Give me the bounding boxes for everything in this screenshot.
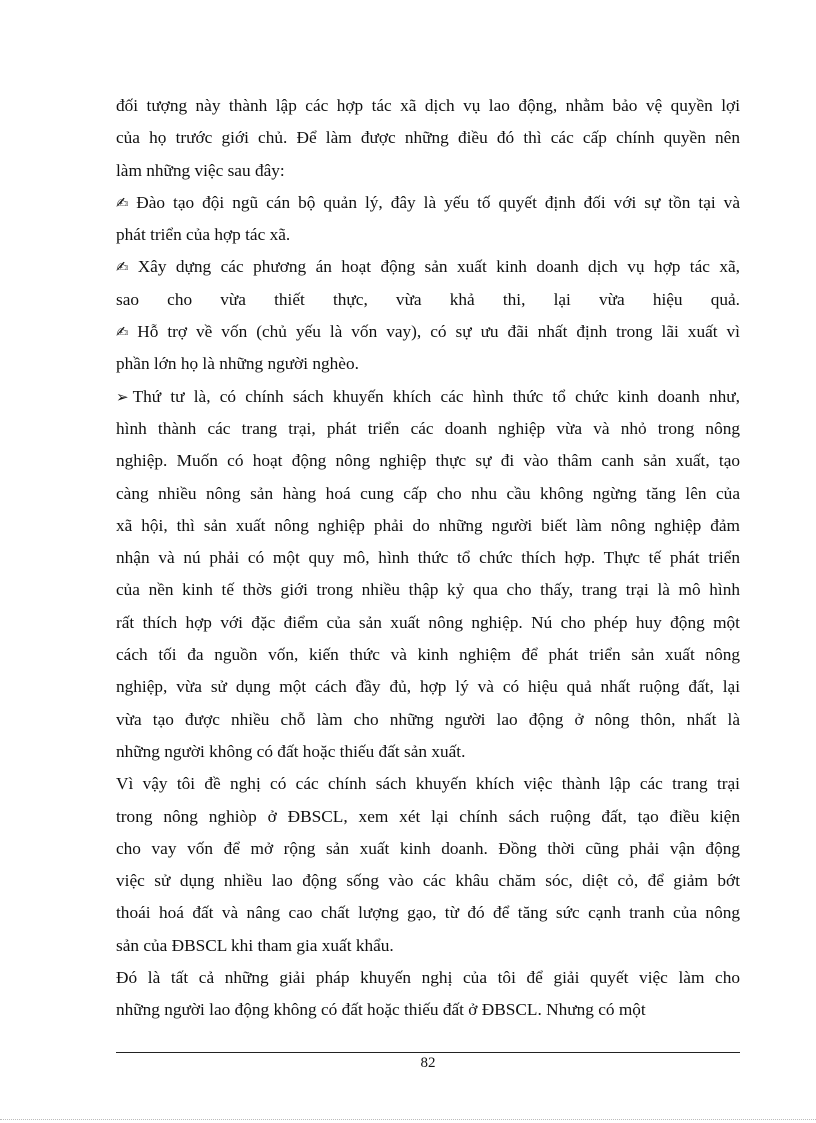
bullet-line	[116, 251, 740, 283]
arrow-bullet-icon: ➢	[116, 387, 129, 406]
text-line: nghiệp, vừa sử dụng một cách đầy đủ, hợp lý và có hiệu quả nhất ruộng đất, lại	[116, 677, 740, 697]
text-line: Thứ tư là, có chính sách khuyến khích các hình thức tổ chức kinh doanh như,	[132, 386, 740, 406]
text-line: Hỗ trợ về vốn (chủ yếu là vốn vay), có sự ưu đãi nhất định trong lãi xuất vì	[137, 322, 740, 342]
text-line: những người lao động không có đất hoặc thiếu đất ở ĐBSCL. Nhưng có một	[116, 1000, 646, 1020]
text-line: làm những việc sau đây:	[116, 160, 285, 180]
text-line: của nền kinh tế thờs giới trong nhiều thập kỷ qua cho thấy, trang trại là mô hình	[116, 580, 740, 600]
text-line: những người không có đất hoặc thiếu đất sản xuất.	[116, 741, 466, 761]
arrow-line	[116, 381, 740, 413]
text-line: cách tối đa nguồn vốn, kiến thức và kinh nghiệm để phát triển sản xuất nông	[116, 645, 740, 665]
text-line: nhận và nú phải có một quy mô, hình thức tổ chức thích hợp. Thực tế phát triển	[116, 548, 740, 568]
text-line: việc sử dụng nhiều lao động sống vào các khâu chăm sóc, diệt cỏ, để giảm bớt	[116, 871, 740, 891]
text-line: Đó là tất cả những giải pháp khuyến nghị của tôi để giải quyết việc làm cho	[116, 968, 740, 988]
text-line: sản của ĐBSCL khi tham gia xuất khẩu.	[116, 935, 394, 955]
text-line: Vì vậy tôi đề nghị có các chính sách khuyến khích việc thành lập các trang trại	[116, 774, 740, 794]
text-line: phần lớn họ là những người nghèo.	[116, 354, 359, 374]
text-line: thoái hoá đất và nâng cao chất lượng gạo, từ đó để tăng sức cạnh tranh của nông	[116, 903, 740, 923]
bullet-symbol-icon: ✍	[116, 323, 134, 342]
page-bottom-border	[0, 1119, 816, 1120]
bullet-symbol-icon: ✍	[116, 193, 133, 212]
text-line: rất thích hợp với đặc điểm của sản xuất nông nghiệp. Nú cho phép huy động một	[116, 612, 740, 632]
bullet-line	[116, 316, 740, 348]
text-line: sao cho vừa thiết thực, vừa khả thi, lại vừa hiệu quả.	[116, 289, 740, 309]
text-line: Xây dựng các phương án hoạt động sản xuất kinh doanh dịch vụ hợp tác xã,	[137, 257, 740, 277]
page-number: 82	[420, 1055, 436, 1071]
body-text	[116, 90, 740, 1027]
bullet-line	[116, 187, 740, 219]
text-line: phát triển của hợp tác xã.	[116, 225, 291, 245]
text-line: vừa tạo được nhiều chỗ làm cho những người lao động ở nông thôn, nhất là	[116, 709, 740, 729]
text-line: trong nông nghiòp ở ĐBSCL, xem xét lại chính sách ruộng đất, tạo điều kiện	[116, 806, 740, 826]
bullet-symbol-icon: ✍	[116, 258, 134, 277]
text-line: của họ trước giới chủ. Để làm được những điều đó thì các cấp chính quyền nên	[116, 128, 740, 148]
text-line: xã hội, thì sản xuất nông nghiệp phải do những người biết làm nông nghiệp đảm	[116, 515, 740, 535]
text-line: cho vay vốn để mở rộng sản xuất kinh doanh. Đồng thời cũng phải vận động	[116, 838, 740, 858]
text-line: hình thành các trang trại, phát triển các doanh nghiệp vừa và nhỏ trong nông	[116, 418, 740, 438]
text-line: nghiệp. Muốn có hoạt động nông nghiệp thực sự đi vào thâm canh sản xuất, tạo	[116, 451, 740, 471]
footer-rule	[116, 1052, 740, 1053]
text-line: càng nhiều nông sản hàng hoá cung cấp cho nhu cầu không ngừng tăng lên của	[116, 483, 740, 503]
text-line: đối tượng này thành lập các hợp tác xã dịch vụ lao động, nhằm bảo vệ quyền lợi	[116, 96, 740, 115]
text-line: Đào tạo đội ngũ cán bộ quản lý, đây là yếu tố quyết định đối với sự tồn tại và	[136, 192, 740, 212]
